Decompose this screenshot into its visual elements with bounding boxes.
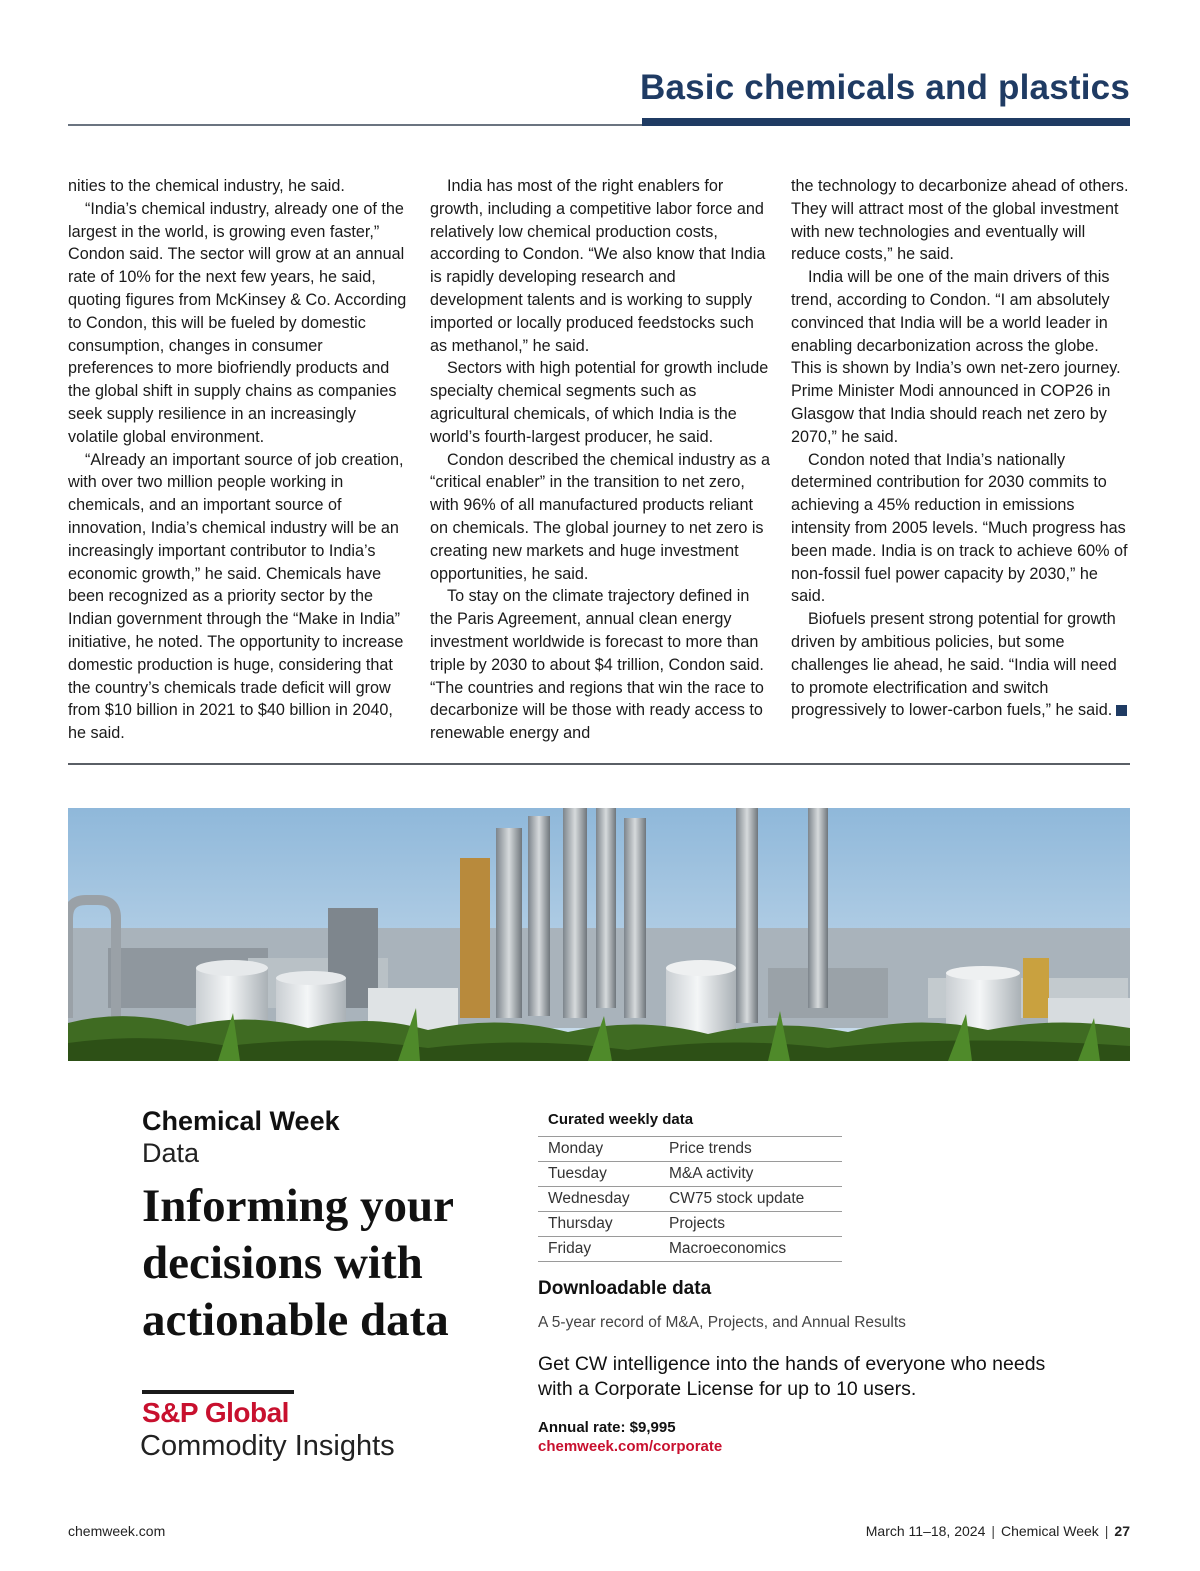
ad-headline: Informing your decisions with actionable data	[142, 1180, 454, 1346]
corporate-license-pitch: Get CW intelligence into the hands of everyone who needs with a Corporate License for up to 10 users.	[538, 1353, 1046, 1400]
schedule-item: Projects	[659, 1212, 842, 1237]
logo-bar	[142, 1390, 294, 1394]
section-title: Basic chemicals and plastics	[639, 68, 1130, 107]
sp-global-logo: S&P Global	[142, 1397, 289, 1428]
downloadable-data-title: Downloadable data	[538, 1278, 712, 1299]
page-number: 27	[1114, 1523, 1130, 1539]
article-paragraph: Sectors with high potential for growth include specialty chemical segments such as agricultural chemicals, of which India is the world’s fourth-largest producer, he said.	[430, 359, 769, 446]
schedule-day: Thursday	[538, 1212, 659, 1237]
end-of-article-mark	[1116, 705, 1127, 716]
article-paragraph: the technology to decarbonize ahead of others. They will attract most of the global investment with new technologies and eventually will reduce costs,” he said.	[791, 177, 1129, 264]
article-paragraph: “India’s chemical industry, already one of the largest in the world, is growing even faster,” Condon said. The sector will grow at an annual rate of 10% for the next few years, he said, quoting figures from McKinsey & Co. According to Condon, this will be fueled by domestic consumption, changes in consumer preferences to more biofriendly products and the global shift in supply chains as companies seek supply resilience in an increasingly volatile global environment.	[68, 199, 407, 446]
table-row	[538, 1237, 842, 1262]
article-paragraph: India will be one of the main drivers of this trend, according to Condon. “I am absolutely convinced that India will be a world leader in enabling decarbonization across the globe. This is shown by India’s own net-zero journey. Prime Minister Modi announced in COP26 in Glasgow that India should reach net zero by 2070,” he said.	[791, 268, 1121, 446]
annual-rate: Annual rate: $9,995	[538, 1419, 676, 1436]
article-column-2	[430, 175, 772, 745]
article-end-rule	[68, 763, 1130, 765]
table-row	[538, 1212, 842, 1237]
publication-name: Chemical Week	[1001, 1523, 1099, 1539]
article-paragraph: To stay on the climate trajectory defined in the Paris Agreement, annual clean energy investment worldwide is forecast to more than triple by 2030 to about $4 trillion, Condon said. “The countries and regions that win the race to decarbonize will be those with ready access to renewable energy and	[430, 587, 764, 743]
article-paragraph	[791, 608, 1133, 722]
footer-info	[866, 1523, 1130, 1539]
corporate-link[interactable]: chemweek.com/corporate	[538, 1438, 723, 1455]
header-rule	[68, 124, 642, 126]
schedule-item: Price trends	[659, 1137, 842, 1162]
ad-brand-subtitle: Data	[142, 1138, 200, 1168]
table-row	[538, 1162, 842, 1187]
article-column-1	[68, 175, 410, 745]
schedule-day: Friday	[538, 1237, 659, 1262]
article-paragraph-text: Biofuels present strong potential for growth driven by ambitious policies, but some challenges lie ahead, he said. “India will need to promote electrification and switch progressively to lower-carbon fuels,” he said.	[791, 610, 1117, 720]
schedule-item: Macroeconomics	[659, 1237, 842, 1262]
schedule-item: CW75 stock update	[659, 1187, 842, 1212]
schedule-day: Wednesday	[538, 1187, 659, 1212]
schedule-day: Tuesday	[538, 1162, 659, 1187]
downloadable-data-description: A 5-year record of M&A, Projects, and Annual Results	[538, 1314, 906, 1331]
article-paragraph: Condon described the chemical industry as a “critical enabler” in the transition to net zero, with 96% of all manufactured products reliant on chemicals. The global journey to net zero is creating new markets and huge investment opportunities, he said.	[430, 450, 771, 583]
schedule-table	[538, 1136, 842, 1262]
article-paragraph: nities to the chemical industry, he said.	[68, 177, 345, 195]
footer-separator: |	[1104, 1523, 1109, 1539]
footer-site: chemweek.com	[68, 1523, 166, 1539]
table-row	[538, 1187, 842, 1212]
schedule-table-title: Curated weekly data	[548, 1111, 694, 1128]
schedule-day: Monday	[538, 1137, 659, 1162]
schedule-item: M&A activity	[659, 1162, 842, 1187]
footer-separator: |	[991, 1523, 995, 1539]
commodity-insights-logo-text: Commodity Insights	[140, 1430, 395, 1462]
article-paragraph: Condon noted that India’s nationally determined contribution for 2030 commits to achieving a 45% reduction in emissions intensity from 2005 levels. “Much progress has been made. India is on track to achieve 60% of non-fossil fuel power capacity by 2030,” he said.	[791, 450, 1128, 606]
chemical-plant-photo	[68, 808, 1130, 1061]
table-row	[538, 1137, 842, 1162]
article-paragraph: “Already an important source of job creation, with over two million people working in chemicals, and an important source of innovation, India’s chemical industry will be an increasingly important contributor to India’s economic growth,” he said. Chemicals have been recognized as a priority sector by the Indian government through the “Make in India” initiative, he noted. The opportunity to increase domestic production is huge, considering that the country’s chemicals trade deficit will grow from $10 billion in 2021 to $40 billion in 2040, he said.	[68, 450, 404, 743]
article-column-3	[791, 175, 1133, 722]
header-accent-bar	[642, 118, 1130, 126]
issue-date: March 11–18, 2024	[865, 1523, 986, 1539]
ad-brand-name: Chemical Week	[142, 1106, 340, 1136]
article-paragraph: India has most of the right enablers for growth, including a competitive labor force and relatively low chemical production costs, according to Condon. “We also know that India is rapidly developing research and development talents and is working to supply imported or locally produced feedstocks such as methanol,” he said.	[430, 177, 766, 355]
